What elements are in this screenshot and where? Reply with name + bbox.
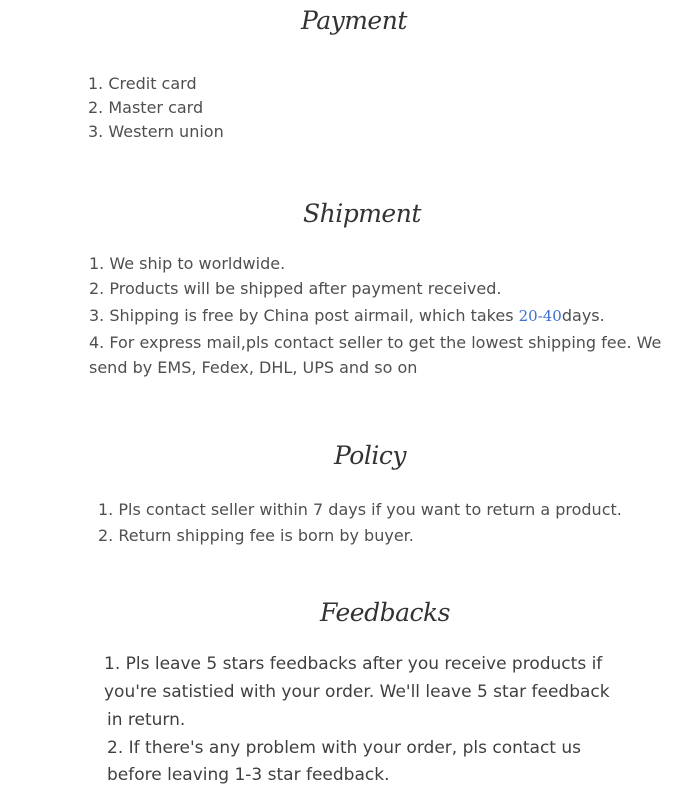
feedbacks-title: Feedbacks [320, 598, 450, 627]
feedbacks-item-2-line-2: before leaving 1-3 star feedback. [107, 765, 390, 785]
policy-item-2: 2. Return shipping fee is born by buyer. [98, 526, 414, 545]
feedbacks-item-2-line-1: 2. If there's any problem with your order, pls contact us [107, 738, 581, 758]
shipment-item-3-suffix: days. [561, 306, 605, 325]
shipment-title: Shipment [303, 199, 421, 228]
feedbacks-item-1-line-3: in return. [107, 710, 186, 730]
shipment-item-3 [89, 308, 605, 324]
shipping-days-highlight: 20-40 [518, 307, 562, 325]
policy-title: Policy [334, 441, 406, 470]
shipment-item-4-line-1: 4. For express mail,pls contact seller to get the lowest shipping fee. We [89, 333, 662, 352]
feedbacks-item-1-line-2: you're satistied with your order. We'll leave 5 star feedback [104, 682, 610, 702]
shipment-item-2: 2. Products will be shipped after payment received. [89, 279, 502, 298]
shipment-item-1: 1. We ship to worldwide. [89, 254, 286, 273]
payment-item-master-card: 2. Master card [88, 98, 204, 117]
feedbacks-item-1-line-1: 1. Pls leave 5 stars feedbacks after you receive products if [104, 654, 603, 674]
shipment-item-3-text: 3. Shipping is free by China post airmail, which takes [89, 306, 519, 325]
payment-title: Payment [301, 6, 407, 35]
shipment-item-4-line-2: send by EMS, Fedex, DHL, UPS and so on [89, 358, 418, 377]
payment-item-credit-card: 1. Credit card [88, 74, 197, 93]
policy-item-1: 1. Pls contact seller within 7 days if you want to return a product. [98, 500, 622, 519]
payment-item-western-union: 3. Western union [88, 122, 224, 141]
